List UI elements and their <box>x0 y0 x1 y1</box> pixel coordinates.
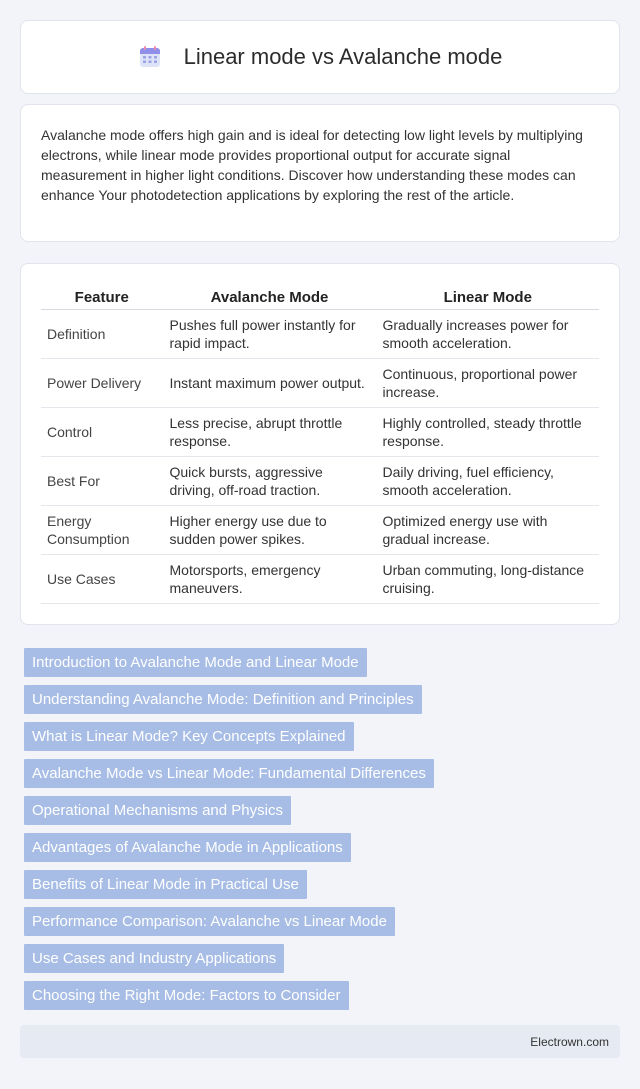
table-cell-linear: Gradually increases power for smooth acceleration. <box>376 309 599 358</box>
header-feature: Feature <box>41 284 163 309</box>
table-cell-feature: Use Cases <box>41 554 163 603</box>
page-title: Linear mode vs Avalanche mode <box>183 44 503 69</box>
comparison-card <box>20 263 620 625</box>
table-cell-avalanche: Quick bursts, aggressive driving, off-road traction. <box>163 456 376 505</box>
topic-link-benefits-linear[interactable]: Benefits of Linear Mode in Practical Use <box>24 870 307 899</box>
table-cell-feature: Best For <box>41 456 163 505</box>
table-cell-feature: Power Delivery <box>41 358 163 407</box>
calendar-icon <box>138 45 162 69</box>
topic-link-advantages-avalanche[interactable]: Advantages of Avalanche Mode in Applications <box>24 833 351 862</box>
title-card <box>20 20 620 94</box>
table-cell-feature: Energy Consumption <box>41 505 163 554</box>
table-cell-avalanche: Pushes full power instantly for rapid impact. <box>163 309 376 358</box>
topic-link-choosing-mode[interactable]: Choosing the Right Mode: Factors to Consider <box>24 981 349 1010</box>
intro-paragraph: Avalanche mode offers high gain and is ideal for detecting low light levels by multiplying electrons, while linear mode provides proportional output for accurate signal measurement in higher light conditions. Discover how understanding these modes can enhance Your photodetection applications by exploring the rest of the article. <box>41 127 583 203</box>
footer-site-name[interactable]: Electrown.com <box>530 1034 609 1049</box>
header-avalanche-mode: Avalanche Mode <box>163 284 376 309</box>
footer <box>20 1025 620 1058</box>
topic-links <box>24 648 620 1018</box>
topic-link-fundamental-differences[interactable]: Avalanche Mode vs Linear Mode: Fundamental Differences <box>24 759 434 788</box>
topic-link-understanding-avalanche[interactable]: Understanding Avalanche Mode: Definition and Principles <box>24 685 422 714</box>
table-cell-linear: Optimized energy use with gradual increase. <box>376 505 599 554</box>
table-header-row <box>41 284 599 309</box>
topic-link-introduction[interactable]: Introduction to Avalanche Mode and Linear Mode <box>24 648 367 677</box>
table-cell-linear: Highly controlled, steady throttle response. <box>376 407 599 456</box>
table-row <box>41 456 599 505</box>
table-row <box>41 358 599 407</box>
table-cell-linear: Daily driving, fuel efficiency, smooth acceleration. <box>376 456 599 505</box>
table-row <box>41 505 599 554</box>
table-row <box>41 554 599 603</box>
table-cell-feature: Definition <box>41 309 163 358</box>
topic-link-operational-mechanisms[interactable]: Operational Mechanisms and Physics <box>24 796 291 825</box>
table-row <box>41 309 599 358</box>
header-linear-mode: Linear Mode <box>376 284 599 309</box>
table-cell-feature: Control <box>41 407 163 456</box>
topic-link-what-is-linear[interactable]: What is Linear Mode? Key Concepts Explained <box>24 722 354 751</box>
table-cell-avalanche: Motorsports, emergency maneuvers. <box>163 554 376 603</box>
table-cell-linear: Continuous, proportional power increase. <box>376 358 599 407</box>
table-cell-linear: Urban commuting, long-distance cruising. <box>376 554 599 603</box>
table-cell-avalanche: Less precise, abrupt throttle response. <box>163 407 376 456</box>
table-cell-avalanche: Higher energy use due to sudden power spikes. <box>163 505 376 554</box>
table-cell-avalanche: Instant maximum power output. <box>163 358 376 407</box>
intro-card <box>20 104 620 242</box>
topic-link-use-cases[interactable]: Use Cases and Industry Applications <box>24 944 284 973</box>
topic-link-performance-comparison[interactable]: Performance Comparison: Avalanche vs Linear Mode <box>24 907 395 936</box>
table-row <box>41 407 599 456</box>
comparison-table <box>41 284 599 604</box>
